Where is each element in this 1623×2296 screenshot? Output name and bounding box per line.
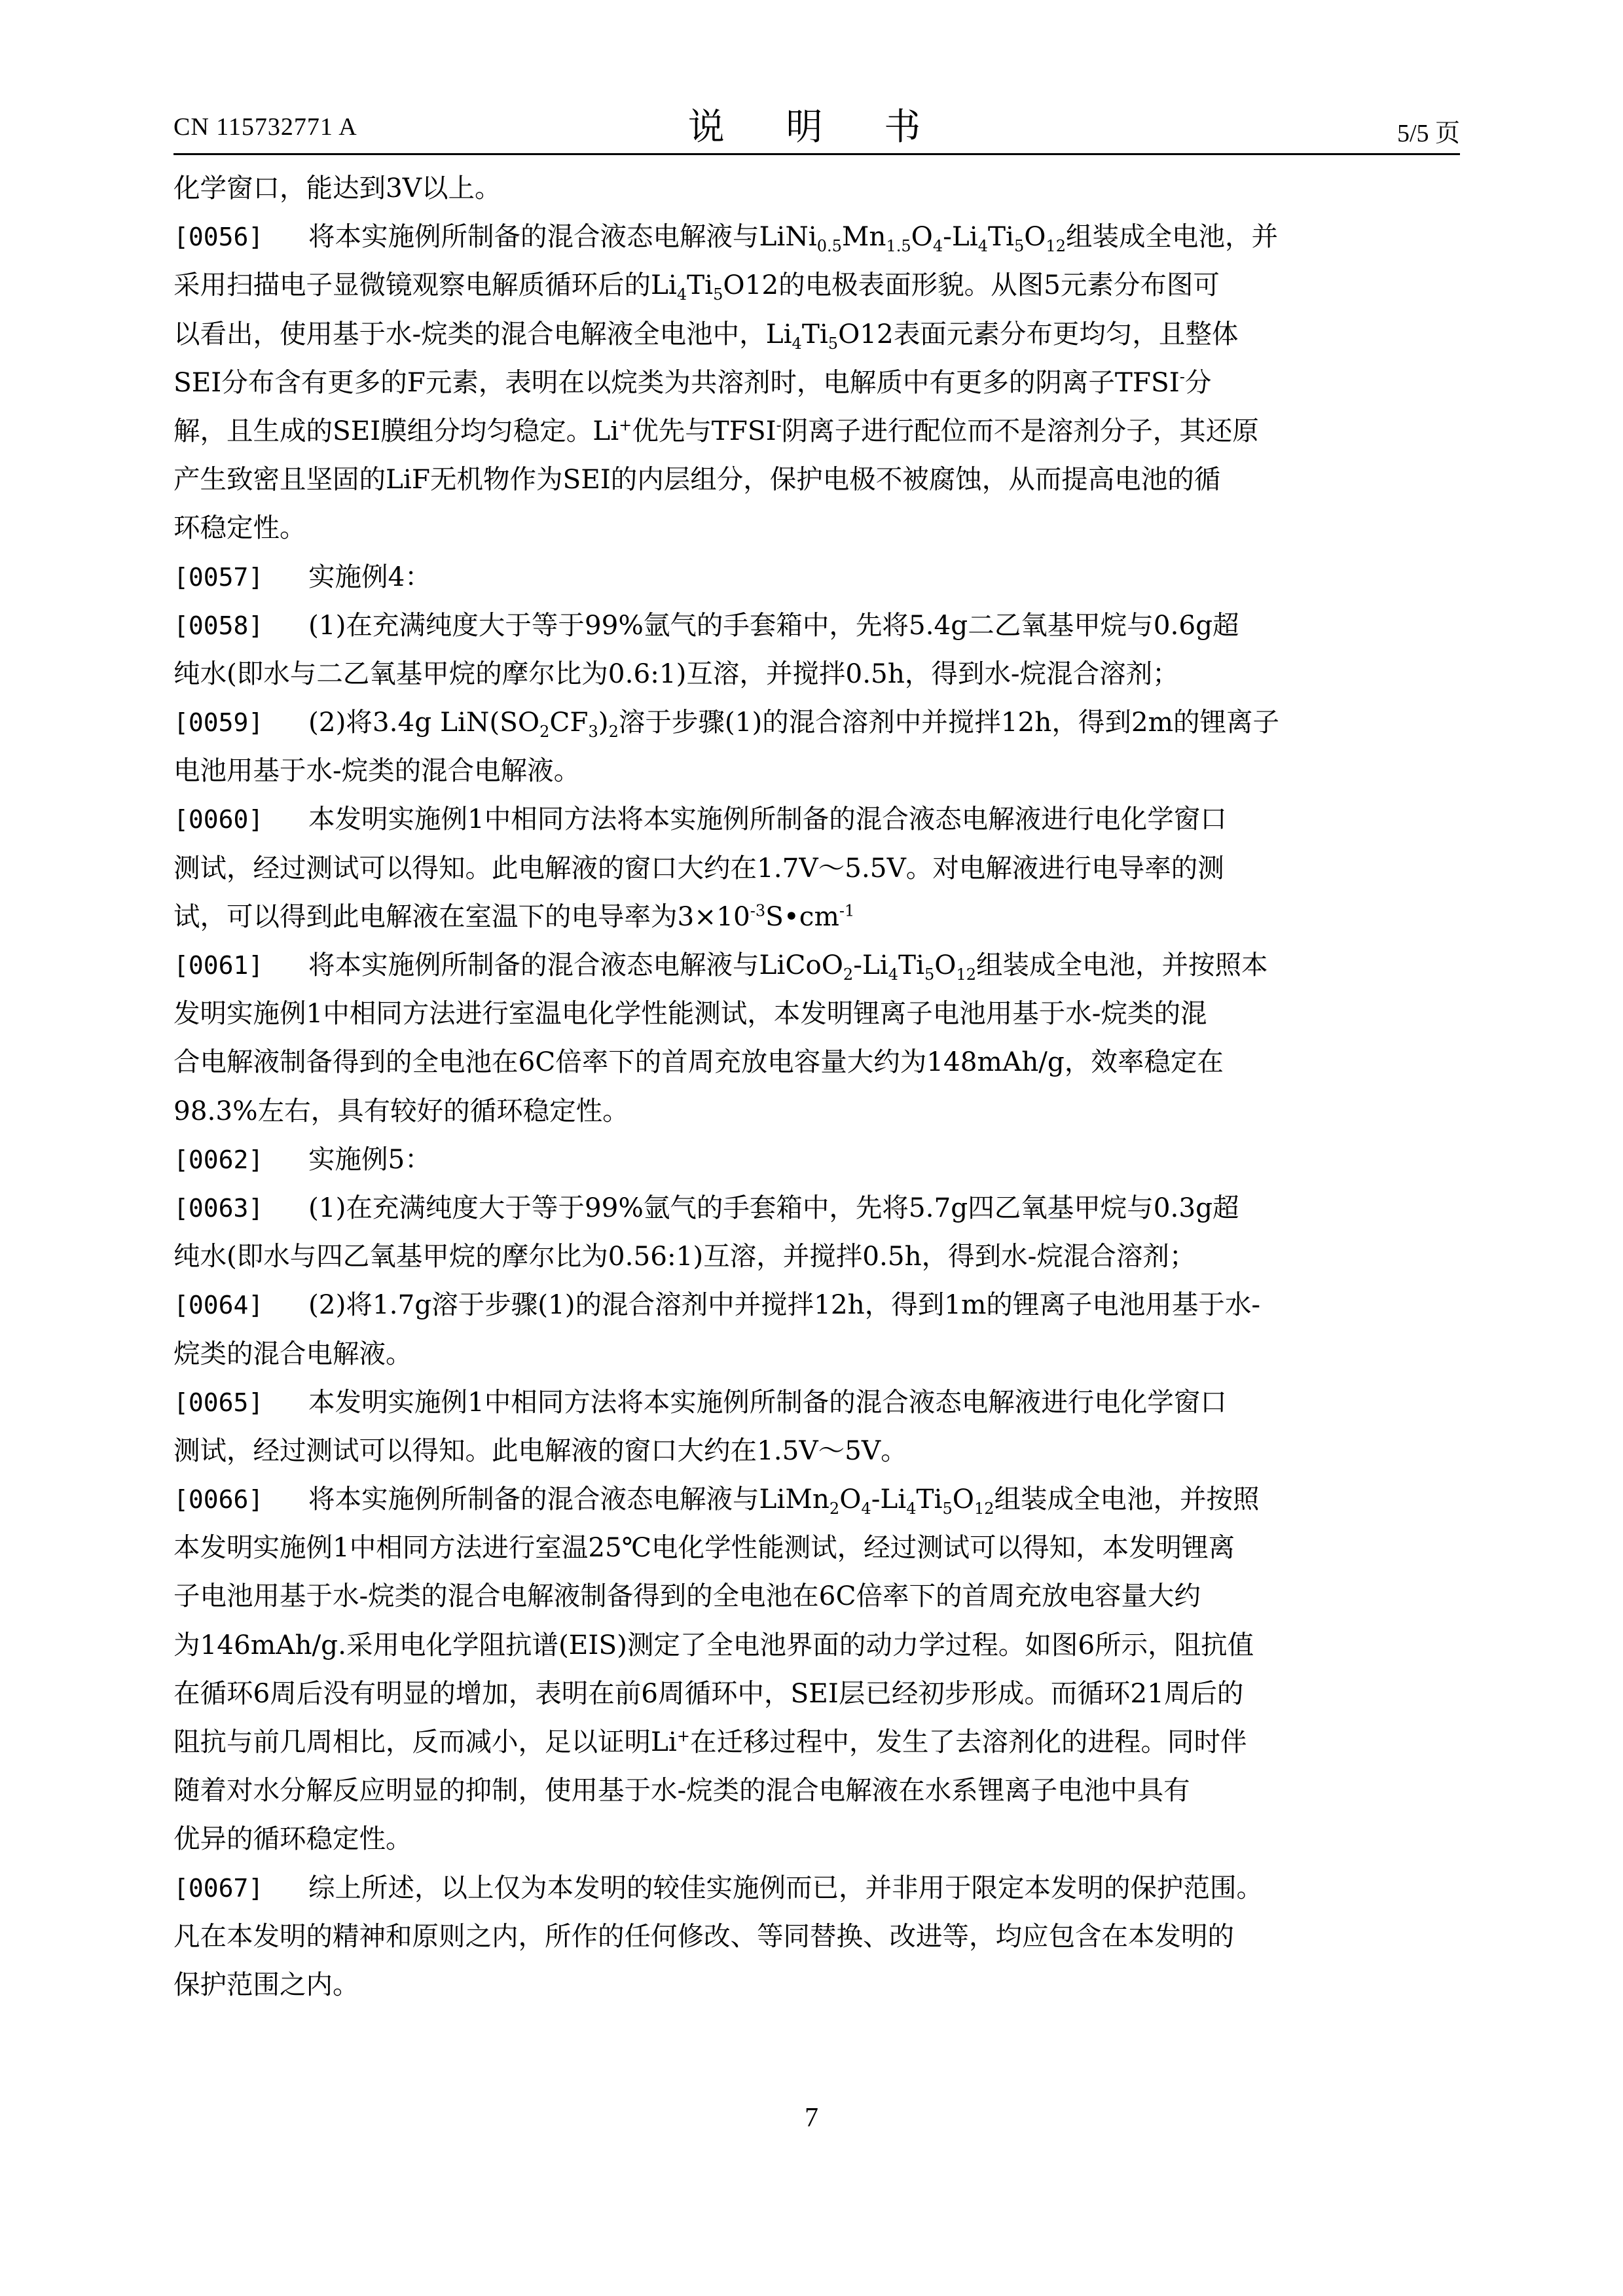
paragraph-text: 电池用基于水-烷类的混合电解液。 [173,755,581,787]
paragraph-number: [0061] [173,951,264,980]
paragraph-line [173,649,1460,698]
page-number: 7 [805,2103,818,2133]
paragraph-number: [0064] [173,1291,264,1320]
paragraph-text: 发明实施例1中相同方法进行室温电化学性能测试，本发明锂离子电池用基于水-烷类的混 [173,997,1207,1030]
paragraph-text: 98.3%左右，具有较好的循环稳定性。 [173,1094,629,1126]
paragraph-text: 测试，经过测试可以得知。此电解液的窗口大约在1.7V～5.5V。对电解液进行电导率的测 [173,852,1224,884]
paragraph-text: 保护范围之内。 [173,1968,359,2000]
paragraph-text: 随着对水分解反应明显的抑制，使用基于水-烷类的混合电解液在水系锂离子电池中具有 [173,1774,1190,1806]
paragraph-line [173,552,1460,601]
paragraph-text: 凡在本发明的精神和原则之内，所作的任何修改、等同替换、改进等，均应包含在本发明的 [173,1920,1234,1952]
paragraph-line [173,455,1460,503]
page-header [173,98,1460,151]
paragraph-line [173,1135,1460,1183]
paragraph-text: 将本实施例所制备的混合液态电解液与$LiNi_{0.5}Mn_{1.5}O_4-Li_4Ti_5O_{12}$组装成全电池，并 [308,221,1278,256]
paragraph-text: 以看出，使用基于水-烷类的混合电解液全电池中，$Li_4Ti_5O12$表面元素分布更均匀，且整体 [173,317,1239,353]
paragraph-text: 将本实施例所制备的混合液态电解液与$LiMn_2O_4-Li_4Ti_5O_{12}$组装成全电池，并按照 [308,1483,1260,1518]
paragraph-line [173,310,1460,358]
paragraph-text: (1)在充满纯度大于等于99%氩气的手套箱中，先将5.4g二乙氧基甲烷与0.6g超 [308,609,1239,641]
paragraph-text: 采用扫描电子显微镜观察电解质循环后的$Li_4Ti_5O12$的电极表面形貌。从图5元素分布图可 [173,269,1220,304]
paragraph-number: [0062] [173,1145,264,1174]
paragraph-number: [0065] [173,1388,264,1417]
paragraph-line [173,1037,1460,1086]
paragraph-line [173,503,1460,552]
paragraph-line [173,601,1460,649]
paragraph-line [173,892,1460,941]
paragraph-line [173,1523,1460,1571]
paragraph-line [173,1232,1460,1280]
paragraph-text: (2)将3.4g $LiN(SO_2CF_3)_2$溶于步骤(1)的混合溶剂中并搅拌12h，得到2m的锂离子 [308,706,1280,742]
paragraph-line [173,1766,1460,1814]
paragraph-line [173,1912,1460,1960]
paragraph-line [173,989,1460,1037]
header-divider [173,153,1460,155]
paragraph-line [173,164,1460,212]
paragraph-text: 综上所述，以上仅为本发明的较佳实施例而已，并非用于限定本发明的保护范围。 [308,1871,1263,1903]
paragraph-text: 实施例5： [308,1143,431,1175]
paragraph-line [173,1475,1460,1523]
paragraph-text: 本发明实施例1中相同方法进行室温25℃电化学性能测试，经过测试可以得知，本发明锂离 [173,1532,1235,1564]
paragraph-number: [0059] [173,708,264,738]
document-title: 说 明 书 [687,106,946,149]
paragraph-number: [0058] [173,611,264,640]
paragraph-line [173,795,1460,843]
paragraph-text: 子电池用基于水-烷类的混合电解液制备得到的全电池在6C倍率下的首周充放电容量大约 [173,1580,1201,1612]
paragraph-text: 测试，经过测试可以得知。此电解液的窗口大约在1.5V～5V。 [173,1434,907,1466]
paragraph-text: 化学窗口，能达到3V以上。 [173,172,501,204]
paragraph-line [173,698,1460,746]
paragraph-line [173,1426,1460,1475]
paragraph-text: 纯水(即水与四乙氧基甲烷的摩尔比为0.56:1)互溶，并搅拌0.5h，得到水-烷混合溶剂； [173,1240,1196,1272]
paragraph-text: 烷类的混合电解液。 [173,1337,412,1369]
paragraph-text: SEI分布含有更多的F元素，表明在以烷类为共溶剂时，电解质中有更多的阴离子TFSI-分 [173,366,1212,398]
paragraph-text: 优异的循环稳定性。 [173,1823,412,1855]
paragraph-number: [0056] [173,223,264,252]
paragraph-number: [0067] [173,1873,264,1903]
paragraph-line [173,1329,1460,1378]
paragraph-text: 试，可以得到此电解液在室温下的电导率为$3\times 10^{-3}S•cm^{-1}$ [173,900,855,932]
paragraph-line [173,406,1460,455]
paragraph-text: 纯水(即水与二乙氧基甲烷的摩尔比为0.6:1)互溶，并搅拌0.5h，得到水-烷混合溶剂； [173,657,1179,689]
paragraph-text: 环稳定性。 [173,512,306,544]
paragraph-text: 本发明实施例1中相同方法将本实施例所制备的混合液态电解液进行电化学窗口 [308,1386,1227,1418]
paragraph-line [173,260,1460,309]
paragraph-line [173,358,1460,406]
paragraph-line [173,1280,1460,1329]
paragraph-line [173,1571,1460,1620]
paragraph-number: [0063] [173,1193,264,1223]
paragraph-line [173,941,1460,989]
paragraph-line [173,1378,1460,1426]
paragraph-line [173,1863,1460,1912]
paragraph-text: 在循环6周后没有明显的增加，表明在前6周循环中，SEI层已经初步形成。而循环21周后的 [173,1677,1244,1709]
publication-number: CN 115732771 A [173,113,357,141]
paragraph-text: (2)将1.7g溶于步骤(1)的混合溶剂中并搅拌12h，得到1m的锂离子电池用基于水- [308,1289,1261,1321]
paragraph-line [173,1669,1460,1717]
paragraph-text: 阻抗与前几周相比，反而减小，足以证明Li+在迁移过程中，发生了去溶剂化的进程。同时伴 [173,1726,1247,1757]
paragraph-line [173,1086,1460,1135]
paragraph-line [173,1621,1460,1669]
paragraph-text: 合电解液制备得到的全电池在6C倍率下的首周充放电容量大约为148mAh/g，效率稳定在 [173,1046,1224,1078]
document-body [173,164,1460,2009]
paragraph-text: 本发明实施例1中相同方法将本实施例所制备的混合液态电解液进行电化学窗口 [308,803,1227,835]
paragraph-line [173,1717,1460,1766]
paragraph-text: 实施例4： [308,560,431,592]
paragraph-line [173,212,1460,260]
page-indicator: 5/5 页 [1396,120,1460,147]
paragraph-text: 为146mAh/g.采用电化学阻抗谱(EIS)测定了全电池界面的动力学过程。如图6所示，阻抗值 [173,1628,1254,1660]
paragraph-line [173,1183,1460,1232]
paragraph-number: [0066] [173,1485,264,1515]
paragraph-number: [0057] [173,562,264,592]
paragraph-text: 将本实施例所制备的混合液态电解液与$LiCoO_2-Li_4Ti_5O_{12}$组装成全电池，并按照本 [308,949,1268,984]
paragraph-number: [0060] [173,805,264,834]
paragraph-line [173,1814,1460,1863]
paragraph-line [173,1960,1460,2009]
paragraph-text: (1)在充满纯度大于等于99%氩气的手套箱中，先将5.7g四乙氧基甲烷与0.3g超 [308,1191,1239,1223]
paragraph-line [173,746,1460,795]
paragraph-line [173,844,1460,892]
paragraph-text: 产生致密且坚固的LiF无机物作为SEI的内层组分，保护电极不被腐蚀，从而提高电池的循 [173,463,1221,495]
paragraph-text: 解，且生成的SEI膜组分均匀稳定。Li+优先与TFSI-阴离子进行配位而不是溶剂分子，其还原 [173,414,1259,446]
